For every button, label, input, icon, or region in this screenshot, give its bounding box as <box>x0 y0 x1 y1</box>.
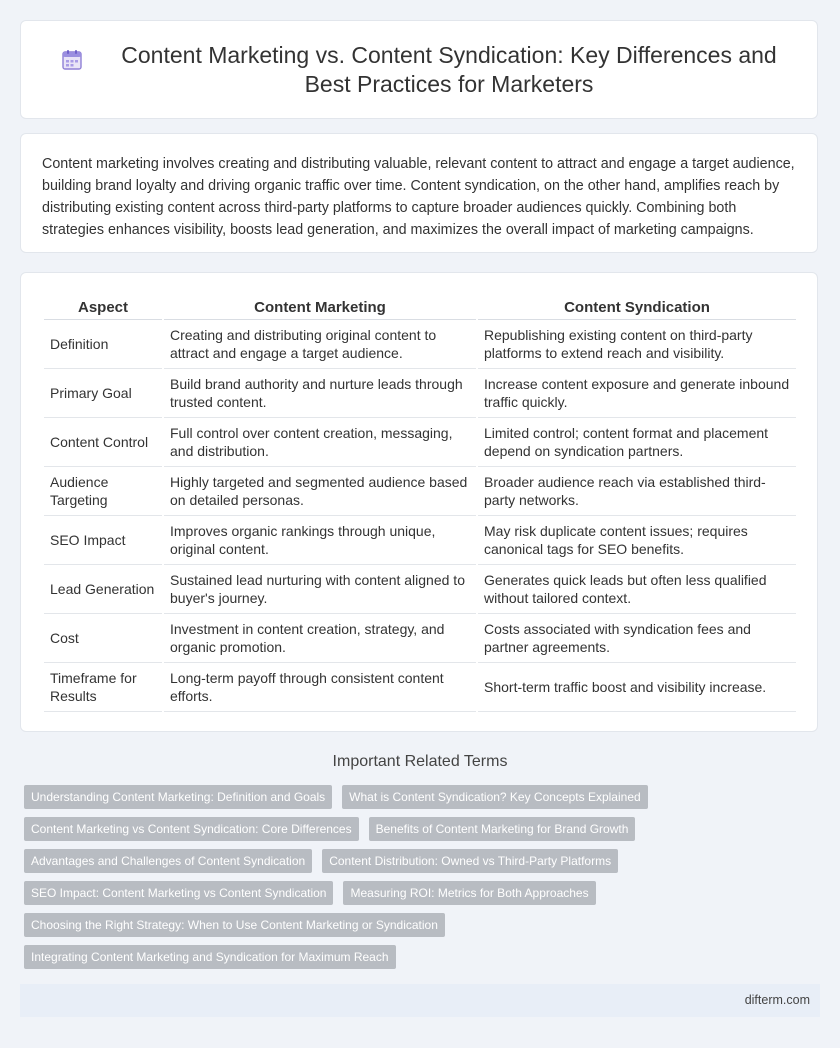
related-term-link[interactable]: What is Content Syndication? Key Concepts Explained <box>342 785 648 809</box>
comparison-card <box>20 272 818 732</box>
related-terms-list <box>24 785 824 977</box>
content-syndication-cell: Increase content exposure and generate inbound traffic quickly. <box>478 369 796 418</box>
content-marketing-cell: Creating and distributing original content to attract and engage a target audience. <box>164 320 476 369</box>
content-syndication-cell: Generates quick leads but often less qualified without tailored context. <box>478 565 796 614</box>
aspect-cell: SEO Impact <box>44 516 162 565</box>
related-term-link[interactable]: Integrating Content Marketing and Syndication for Maximum Reach <box>24 945 396 969</box>
content-syndication-cell: Costs associated with syndication fees and partner agreements. <box>478 614 796 663</box>
related-term-link[interactable]: Measuring ROI: Metrics for Both Approaches <box>343 881 595 905</box>
aspect-cell: Timeframe for Results <box>44 663 162 712</box>
aspect-cell: Cost <box>44 614 162 663</box>
table-row <box>44 565 796 614</box>
related-term-link[interactable]: Understanding Content Marketing: Definition and Goals <box>24 785 332 809</box>
related-term-link[interactable]: Choosing the Right Strategy: When to Use Content Marketing or Syndication <box>24 913 445 937</box>
comparison-table <box>42 295 798 712</box>
aspect-cell: Primary Goal <box>44 369 162 418</box>
content-marketing-cell: Improves organic rankings through unique, original content. <box>164 516 476 565</box>
content-marketing-cell: Investment in content creation, strategy, and organic promotion. <box>164 614 476 663</box>
related-terms-heading: Important Related Terms <box>332 753 508 770</box>
related-term-link[interactable]: Content Marketing vs Content Syndication: Core Differences <box>24 817 359 841</box>
content-syndication-cell: Limited control; content format and placement depend on syndication partners. <box>478 418 796 467</box>
header-content-syndication: Content Syndication <box>478 295 796 320</box>
table-row <box>44 663 796 712</box>
title-card <box>20 20 818 119</box>
content-syndication-cell: Republishing existing content on third-party platforms to extend reach and visibility. <box>478 320 796 369</box>
table-row <box>44 369 796 418</box>
table-row <box>44 418 796 467</box>
content-syndication-cell: Short-term traffic boost and visibility increase. <box>478 663 796 712</box>
related-term-link[interactable]: Advantages and Challenges of Content Syndication <box>24 849 312 873</box>
related-term-link[interactable]: SEO Impact: Content Marketing vs Content Syndication <box>24 881 333 905</box>
footer-site-link[interactable]: difterm.com <box>744 993 810 1007</box>
content-marketing-cell: Build brand authority and nurture leads through trusted content. <box>164 369 476 418</box>
intro-paragraph: Content marketing involves creating and distributing valuable, relevant content to attract and engage a target audience, building brand loyalty and driving organic traffic over time. Content syndication, on the other hand, amplifies reach by distributing existing content across third-party platforms to capture broader audiences quickly. Combining both strategies enhances visibility, boosts lead generation, and maximizes the overall impact of marketing campaigns. <box>42 156 795 238</box>
table-row <box>44 467 796 516</box>
content-marketing-cell: Long-term payoff through consistent content efforts. <box>164 663 476 712</box>
header-content-marketing: Content Marketing <box>164 295 476 320</box>
related-term-link[interactable]: Content Distribution: Owned vs Third-Party Platforms <box>322 849 618 873</box>
aspect-cell: Audience Targeting <box>44 467 162 516</box>
header-aspect: Aspect <box>44 295 162 320</box>
intro-card <box>20 133 818 253</box>
table-row <box>44 516 796 565</box>
content-syndication-cell: May risk duplicate content issues; requires canonical tags for SEO benefits. <box>478 516 796 565</box>
content-marketing-cell: Sustained lead nurturing with content aligned to buyer's journey. <box>164 565 476 614</box>
aspect-cell: Content Control <box>44 418 162 467</box>
footer <box>20 984 820 1017</box>
table-row <box>44 614 796 663</box>
content-marketing-cell: Highly targeted and segmented audience based on detailed personas. <box>164 467 476 516</box>
page-title: Content Marketing vs. Content Syndication: Key Differences and Best Practices for Marketers <box>121 41 777 97</box>
related-term-link[interactable]: Benefits of Content Marketing for Brand Growth <box>369 817 636 841</box>
aspect-cell: Lead Generation <box>44 565 162 614</box>
aspect-cell: Definition <box>44 320 162 369</box>
table-header-row <box>44 295 796 320</box>
table-row <box>44 320 796 369</box>
content-syndication-cell: Broader audience reach via established third-party networks. <box>478 467 796 516</box>
content-marketing-cell: Full control over content creation, messaging, and distribution. <box>164 418 476 467</box>
